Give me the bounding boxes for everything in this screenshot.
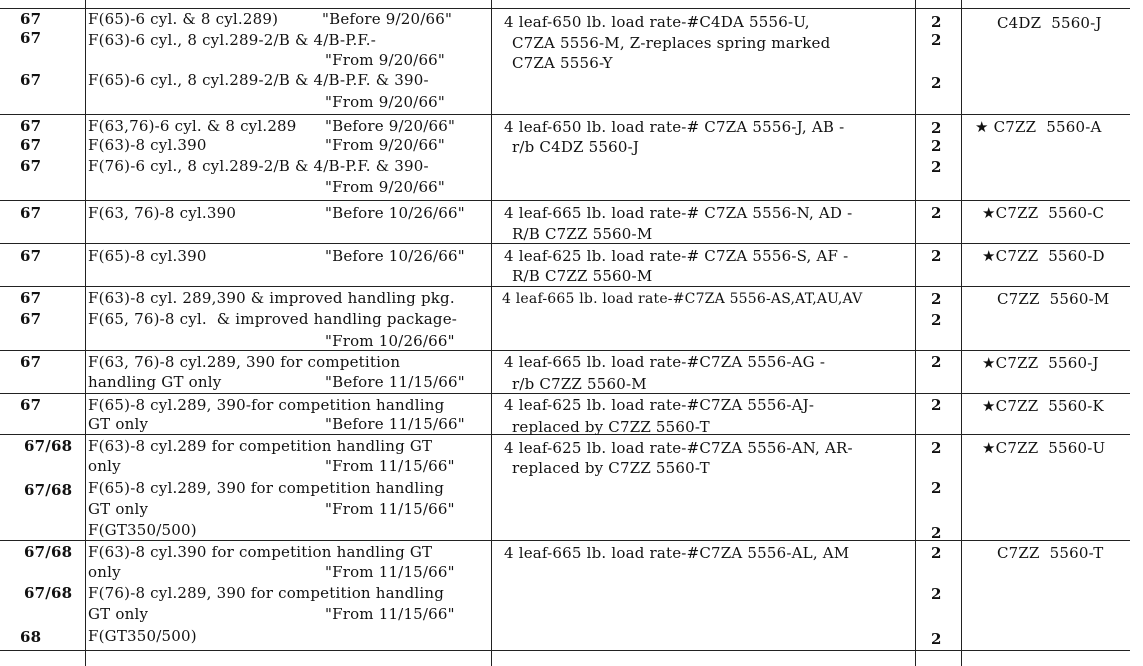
row-divider (0, 243, 1130, 244)
quantity: 2 (931, 439, 942, 457)
application-text: F(63, 76)-8 cyl.289, 390 for competition (88, 353, 401, 371)
effective-date: "From 9/20/66" (325, 51, 446, 69)
quantity: 2 (931, 479, 942, 497)
quantity: 2 (931, 630, 942, 648)
effective-date: "Before 10/26/66" (325, 204, 465, 222)
effective-date: "Before 11/15/66" (325, 415, 465, 433)
application-text: F(65, 76)-8 cyl. & improved handling package- (88, 310, 458, 328)
quantity: 2 (931, 353, 942, 371)
effective-date: "From 11/15/66" (325, 457, 455, 475)
spring-description: 4 leaf-625 lb. load rate-# C7ZA 5556-S, AF - (504, 247, 849, 265)
spring-description: C7ZA 5556-M, Z-replaces spring marked (512, 34, 831, 52)
part-number: C7ZZ 5560-M (997, 290, 1110, 308)
model-year: 67 (20, 204, 42, 222)
application-text: only (88, 563, 121, 581)
column-divider (491, 0, 492, 666)
quantity: 2 (931, 74, 942, 92)
application-text: F(76)-6 cyl., 8 cyl.289-2/B & 4/B-P.F. & 390- (88, 157, 429, 175)
application-text: F(63)-8 cyl.390 for competition handling GT (88, 543, 433, 561)
application-text: F(65)-8 cyl.289, 390-for competition handling (88, 396, 445, 414)
spring-description: r/b C7ZZ 5560-M (512, 375, 647, 393)
application-text: F(65)-6 cyl., 8 cyl.289-2/B & 4/B-P.F. & 390- (88, 71, 429, 89)
quantity: 2 (931, 396, 942, 414)
application-text: F(63,76)-6 cyl. & 8 cyl.289 (88, 117, 297, 135)
model-year: 67 (20, 353, 42, 371)
row-divider (0, 650, 1130, 651)
spring-description: r/b C4DZ 5560-J (512, 138, 640, 156)
spring-description: replaced by C7ZZ 5560-T (512, 459, 710, 477)
application-text: only (88, 457, 121, 475)
model-year: 67 (20, 396, 42, 414)
application-text: GT only (88, 415, 149, 433)
model-year: 67 (20, 289, 42, 307)
part-number: ★C7ZZ 5560-K (982, 397, 1104, 415)
row-divider (0, 393, 1130, 394)
part-number: C7ZZ 5560-T (997, 544, 1104, 562)
quantity: 2 (931, 544, 942, 562)
column-divider (915, 0, 916, 666)
part-number: ★C7ZZ 5560-J (982, 354, 1099, 372)
application-text: F(GT350/500) (88, 627, 197, 645)
model-year: 67/68 (24, 437, 73, 455)
spring-description: replaced by C7ZZ 5560-T (512, 418, 710, 436)
part-number: ★ C7ZZ 5560-A (975, 118, 1102, 136)
model-year: 67/68 (24, 543, 73, 561)
column-divider (961, 0, 962, 666)
application-text: F(63, 76)-8 cyl.390 (88, 204, 237, 222)
quantity: 2 (931, 290, 942, 308)
application-text: GT only (88, 605, 149, 623)
model-year: 67 (20, 310, 42, 328)
quantity: 2 (931, 31, 942, 49)
spring-description: 4 leaf-650 lb. load rate-# C7ZA 5556-J, AB - (504, 118, 845, 136)
application-text: GT only (88, 500, 149, 518)
model-year: 68 (20, 628, 42, 646)
model-year: 67 (20, 10, 42, 28)
effective-date: "From 11/15/66" (325, 605, 455, 623)
effective-date: "From 11/15/66" (325, 563, 455, 581)
spring-description: R/B C7ZZ 5560-M (512, 225, 653, 243)
quantity: 2 (931, 585, 942, 603)
quantity: 2 (931, 247, 942, 265)
effective-date: "Before 11/15/66" (325, 373, 465, 391)
row-divider (0, 350, 1130, 351)
application-text: F(63)-8 cyl.390 (88, 136, 207, 154)
application-text: F(65)-8 cyl.390 (88, 247, 207, 265)
spring-description: 4 leaf-665 lb. load rate-# C7ZA 5556-N, AD - (504, 204, 853, 222)
row-divider (0, 540, 1130, 541)
row-divider (0, 114, 1130, 115)
quantity: 2 (931, 204, 942, 222)
application-text: F(63)-6 cyl., 8 cyl.289-2/B & 4/B-P.F.- (88, 31, 377, 49)
quantity: 2 (931, 137, 942, 155)
row-divider (0, 8, 1130, 9)
effective-date: "From 9/20/66" (325, 178, 446, 196)
spring-description: 4 leaf-665 lb. load rate-#C7ZA 5556-AG - (504, 353, 826, 371)
spring-description: R/B C7ZZ 5560-M (512, 267, 653, 285)
quantity: 2 (931, 158, 942, 176)
part-number: ★C7ZZ 5560-U (982, 439, 1106, 457)
effective-date: "From 9/20/66" (325, 136, 446, 154)
part-number: ★C7ZZ 5560-C (982, 204, 1105, 222)
quantity: 2 (931, 524, 942, 542)
spring-description: 4 leaf-625 lb. load rate-#C7ZA 5556-AJ- (504, 396, 815, 414)
effective-date: "From 11/15/66" (325, 500, 455, 518)
row-divider (0, 286, 1130, 287)
application-text: F(63)-8 cyl.289 for competition handling GT (88, 437, 433, 455)
spring-description: 4 leaf-625 lb. load rate-#C7ZA 5556-AN, AR- (504, 439, 853, 457)
model-year: 67 (20, 247, 42, 265)
effective-date: "From 9/20/66" (325, 93, 446, 111)
model-year: 67 (20, 136, 42, 154)
model-year: 67/68 (24, 584, 73, 602)
application-text: F(GT350/500) (88, 521, 197, 539)
spring-description: 4 leaf-665 lb. load rate-#C7ZA 5556-AS,AT,AU,AV (502, 291, 863, 307)
part-number: ★C7ZZ 5560-D (982, 247, 1105, 265)
spring-description: 4 leaf-665 lb. load rate-#C7ZA 5556-AL, AM (504, 544, 850, 562)
application-text: handling GT only (88, 373, 222, 391)
effective-date: "Before 10/26/66" (325, 247, 465, 265)
model-year: 67 (20, 157, 42, 175)
quantity: 2 (931, 311, 942, 329)
effective-date: "Before 9/20/66" (325, 117, 456, 135)
model-year: 67 (20, 71, 42, 89)
spring-description: C7ZA 5556-Y (512, 54, 613, 72)
application-text: F(63)-8 cyl. 289,390 & improved handling pkg. (88, 289, 455, 307)
column-divider (85, 0, 86, 666)
part-number: C4DZ 5560-J (997, 14, 1102, 32)
model-year: 67 (20, 29, 42, 47)
application-text: F(65)-8 cyl.289, 390 for competition handling (88, 479, 445, 497)
effective-date: "From 10/26/66" (325, 332, 455, 350)
spring-description: 4 leaf-650 lb. load rate-#C4DA 5556-U, (504, 13, 810, 31)
quantity: 2 (931, 13, 942, 31)
model-year: 67 (20, 117, 42, 135)
quantity: 2 (931, 119, 942, 137)
row-divider (0, 200, 1130, 201)
effective-date: "Before 9/20/66" (322, 10, 453, 28)
model-year: 67/68 (24, 481, 73, 499)
application-text: F(76)-8 cyl.289, 390 for competition handling (88, 584, 445, 602)
application-text: F(65)-6 cyl. & 8 cyl.289) (88, 10, 279, 28)
